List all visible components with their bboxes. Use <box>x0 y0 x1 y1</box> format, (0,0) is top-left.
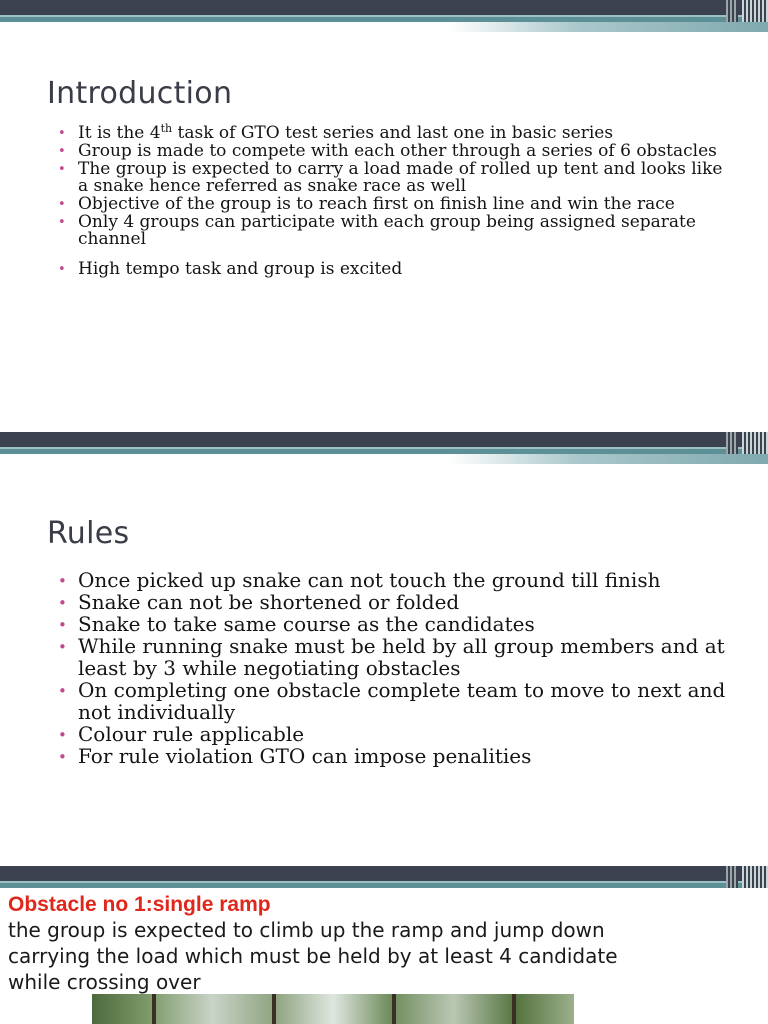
obstacle-title: Obstacle no 1:single ramp <box>8 893 271 916</box>
bullet-icon: • <box>58 197 66 212</box>
list-item: • It is the 4th task of GTO test series and last one in basic series <box>58 122 614 143</box>
ramp-photo <box>92 994 574 1024</box>
bullet-icon: • <box>58 162 66 177</box>
slide-title: Introduction <box>47 76 233 111</box>
bullet-list <box>52 569 732 767</box>
list-item: • For rule violation GTO can impose penalities <box>58 744 532 768</box>
bullet-icon: • <box>58 616 67 634</box>
bullet-icon: • <box>58 572 67 590</box>
list-item: • High tempo task and group is excited <box>58 259 403 279</box>
bullet-icon: • <box>58 262 66 277</box>
list-item: • Colour rule applicable <box>58 722 305 746</box>
bullet-icon: • <box>58 726 67 744</box>
bullet-icon: • <box>58 682 67 700</box>
bullet-icon: • <box>58 638 67 656</box>
bullet-icon: • <box>58 126 66 141</box>
list-item: • While running snake must be held by all group members and at least by 3 while negotiating obstacles <box>58 634 725 680</box>
bullet-icon: • <box>58 144 66 159</box>
list-item: • On completing one obstacle complete team to move to next and not individually <box>58 678 726 724</box>
bullet-list <box>52 122 732 279</box>
list-item: • Only 4 groups can participate with each group being assigned separate channel <box>58 212 696 249</box>
list-item: • Group is made to compete with each other through a series of 6 obstacles <box>58 141 717 161</box>
bullet-icon: • <box>58 215 66 230</box>
header-band <box>0 432 768 454</box>
list-item: • Snake can not be shortened or folded <box>58 590 460 614</box>
list-item: • Snake to take same course as the candidates <box>58 612 535 636</box>
bullet-icon: • <box>58 748 67 766</box>
slide-introduction <box>0 0 768 432</box>
obstacle-description: the group is expected to climb up the ramp and jump down carrying the load which must be held by at least 4 candidate while crossing over <box>8 918 618 994</box>
bullet-icon: • <box>58 594 67 612</box>
list-item: • The group is expected to carry a load made of rolled up tent and looks like a snake hence referred as snake race as well <box>58 159 723 196</box>
list-item: • Once picked up snake can not touch the ground till finish <box>58 568 661 592</box>
slide-title: Rules <box>47 516 130 551</box>
list-item: • Objective of the group is to reach first on finish line and win the race <box>58 194 675 214</box>
header-band <box>0 0 768 22</box>
header-band <box>0 866 768 888</box>
